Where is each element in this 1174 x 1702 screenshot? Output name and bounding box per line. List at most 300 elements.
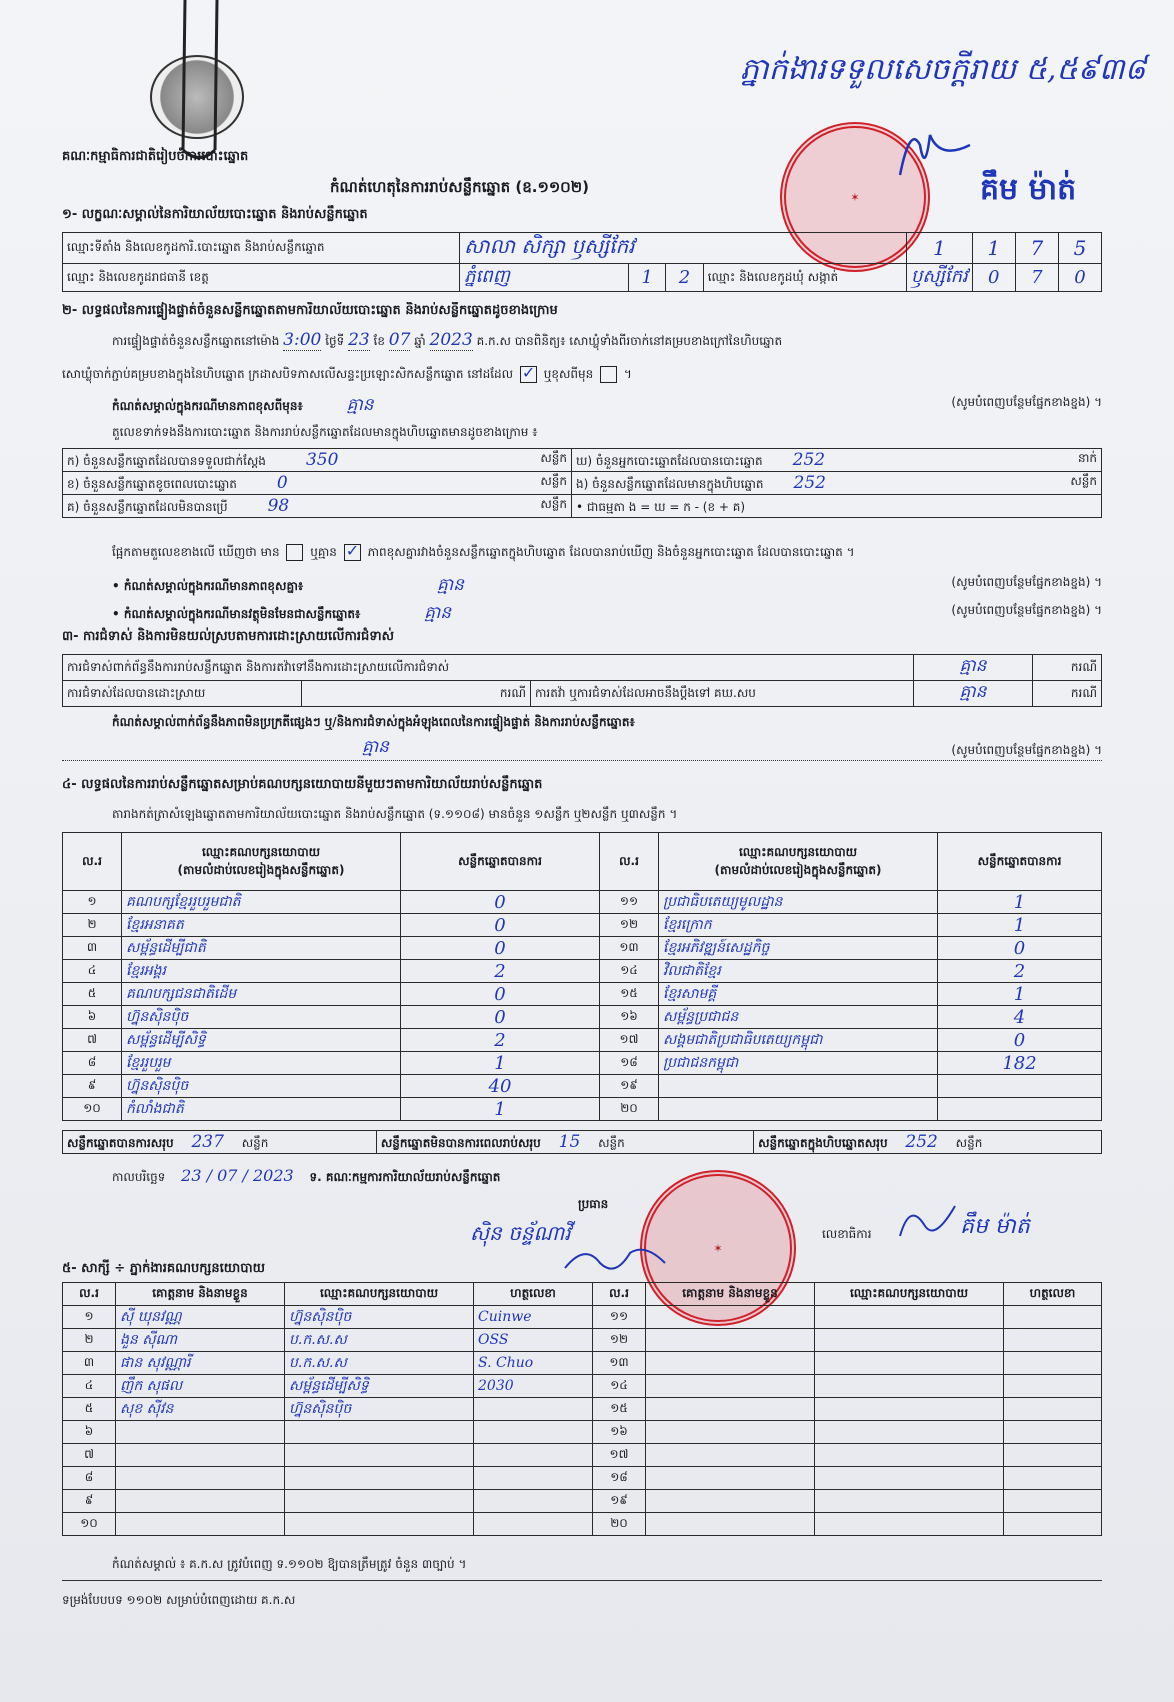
witness-no: ៩: [63, 1490, 116, 1513]
witness-row: [63, 1490, 1102, 1513]
count-left-value: 98: [267, 495, 290, 516]
sum-valid-cell: [63, 1131, 377, 1154]
location-code-1: 1: [906, 233, 972, 264]
result-party-name: ហ្វ៊ុនស៊ិនប៉ិច: [122, 1006, 401, 1029]
count-left-cell: [63, 449, 572, 472]
irregularity-note-value: គ្មាន: [362, 737, 389, 757]
count-right-cell: [572, 449, 1102, 472]
witness-name: [116, 1444, 285, 1467]
section5-title: ៥- សាក្សី ÷ ភ្នាក់ងារគណបក្សនយោបាយ: [62, 1261, 265, 1276]
bullet1-value: គ្មាន: [436, 575, 464, 595]
witness-no-right: ១៥: [593, 1398, 646, 1421]
witness-name: ញឹក សុផល: [116, 1375, 285, 1398]
section4-subtitle: តារាងកត់ត្រាសំឡេងឆ្នោតតាមការិយាល័យបោះឆ្នោត និងរាប់សន្លឹកឆ្នោត (ទ.១១០៨) មានចំនួន ១សន្លឹក ឬ២សន្លឹក ឬ៣សន្លឹក ។: [112, 807, 678, 821]
bullet2-value: គ្មាន: [424, 603, 452, 623]
witness-no: ៧: [63, 1444, 116, 1467]
result-no: ១៩: [600, 1075, 659, 1098]
province-code-2: 2: [666, 264, 703, 292]
results-col-no-right: ល.រ: [600, 833, 659, 891]
commune-value: ឫស្សីកែវ: [906, 264, 972, 292]
result-party-name: សង្គមជាតិប្រជាធិបតេយ្យកម្ពុជា: [659, 1029, 938, 1052]
difference-note-label: កំណត់សម្គាល់ក្នុងករណីមានភាពខុសពីមុន៖: [112, 399, 303, 413]
verify-month-label: ខែ: [373, 334, 385, 348]
count-right-value: 252: [793, 472, 826, 493]
witness-no: ៥: [63, 1398, 116, 1421]
results-summary: [62, 1130, 1102, 1154]
ballot-count-table: [62, 448, 1102, 518]
witness-name-right: [646, 1375, 815, 1398]
appeal-unit: ករណី: [1033, 681, 1102, 707]
witness-no-right: ១៦: [593, 1421, 646, 1444]
commune-code-1: 0: [972, 264, 1015, 292]
section1-title: ១- លក្ខណៈសម្គាល់នៃការិយាល័យបោះឆ្នោត និងរាប់សន្លឹកឆ្នោត: [62, 207, 368, 222]
result-votes: 1: [938, 983, 1102, 1006]
witness-signature: [474, 1398, 593, 1421]
witness-row: [63, 1421, 1102, 1444]
count-right-unit: សន្លឹក: [1070, 473, 1097, 488]
result-votes: 40: [401, 1075, 600, 1098]
appeal-value: គ្មាន: [914, 681, 1033, 707]
count-left-unit: សន្លឹក: [540, 496, 567, 511]
result-votes: 0: [401, 914, 600, 937]
witness-name: [116, 1513, 285, 1536]
secretary-name: គឹម ម៉ាត់: [960, 1214, 1030, 1239]
result-party-name: ខ្មែរសាមគ្គី: [659, 983, 938, 1006]
form-reference: ទម្រង់បែបបទ ១១០២ សម្រាប់បំពេញដោយ គ.ក.ស: [62, 1593, 296, 1607]
result-row: [63, 891, 1102, 914]
result-row: [63, 937, 1102, 960]
formula-intro: តួលេខទាក់ទងនឹងការបោះឆ្នោត និងការរាប់សន្លឹកឆ្នោតដែលមានក្នុងហិបឆ្នោតមានដូចខាងក្រោម ៖: [112, 425, 538, 439]
witness-no-right: ២០: [593, 1513, 646, 1536]
witness-party-right: [815, 1352, 1004, 1375]
result-row: [63, 1075, 1102, 1098]
witness-signature: [474, 1490, 593, 1513]
witness-name: [116, 1490, 285, 1513]
witness-party-right: [815, 1467, 1004, 1490]
result-party-name: [659, 1098, 938, 1121]
sum-invalid-unit: សន្លឹក: [598, 1135, 625, 1150]
result-row: [63, 1006, 1102, 1029]
bullet1-label: • កំណត់សម្គាល់ក្នុងករណីមានភាពខុសគ្នា៖: [112, 579, 304, 593]
witness-name: ងួន ស៊ីណា: [116, 1329, 285, 1352]
witness-party: ហ្វ៊ុនស៊ិនប៉ិច: [285, 1398, 474, 1421]
result-no: ២០: [600, 1098, 659, 1121]
sum-valid-unit: សន្លឹក: [241, 1135, 269, 1150]
witness-party: [285, 1444, 474, 1467]
result-no: ១៨: [600, 1052, 659, 1075]
witness-col-no-right: ល.រ: [593, 1283, 646, 1306]
witness-row: [63, 1329, 1102, 1352]
province-label: ឈ្មោះ និងលេខកូដរាជធានី ខេត្ត: [63, 264, 460, 292]
witness-party: ហ្វ៊ុនស៊ិនប៉ិច: [285, 1306, 474, 1329]
verify-day-label: ថ្ងៃទី: [325, 334, 345, 348]
result-party-name: ប្រជាធិបតេយ្យមូលដ្ឋាន: [659, 891, 938, 914]
objection-value: គ្មាន: [914, 655, 1033, 681]
result-votes: 0: [938, 937, 1102, 960]
witness-signature: 2030: [474, 1375, 593, 1398]
commune-code-3: 0: [1058, 264, 1101, 292]
result-votes: 0: [401, 891, 600, 914]
result-no: ១៧: [600, 1029, 659, 1052]
result-party-name: ខ្មែរក្រោក: [659, 914, 938, 937]
witness-party-right: [815, 1490, 1004, 1513]
witness-no-right: ១៨: [593, 1467, 646, 1490]
witness-signature-right: [1004, 1513, 1102, 1536]
president-name: ស៊ិន ចន្ទ័ណាវី: [470, 1221, 571, 1245]
witness-signature-right: [1004, 1306, 1102, 1329]
commune-label: ឈ្មោះ និងលេខកូដឃុំ សង្កាត់: [703, 264, 906, 292]
witness-col-name-right: គោត្តនាម និងនាមខ្លួន: [646, 1283, 815, 1306]
witness-signature-right: [1004, 1352, 1102, 1375]
count-left-label: ខ) ចំនួនសន្លឹកឆ្នោតខូចពេលបោះឆ្នោត: [67, 476, 237, 491]
top-right-handwritten-note: ភ្នាក់ងារទទួលសេចក្តីរាយ ៥,៥៩៣៨: [740, 52, 1146, 87]
president-label: ប្រធាន: [578, 1197, 609, 1211]
sum-box-unit: សន្លឹក: [955, 1135, 983, 1150]
witness-row: [63, 1513, 1102, 1536]
province-value: ភ្នំពេញ: [460, 264, 629, 292]
result-party-name: សម្ព័ន្ធប្រជាជន: [659, 1006, 938, 1029]
witness-name: [116, 1421, 285, 1444]
result-votes: 4: [938, 1006, 1102, 1029]
witness-signature: [474, 1421, 593, 1444]
results-col-party-left-sub: (តាមលំដាប់លេខរៀងក្នុងសន្លឹកឆ្នោត): [177, 862, 345, 877]
result-votes: 2: [401, 960, 600, 983]
bullet1-line: [112, 574, 1102, 599]
result-no: ១៥: [600, 983, 659, 1006]
witness-party: [285, 1513, 474, 1536]
sum-invalid-cell: [376, 1131, 753, 1154]
count-right-label: • ជាធម្មតា ង = ឃ = ក - (ខ + គ): [576, 499, 746, 514]
results-col-party-right-sub: (តាមលំដាប់លេខរៀងក្នុងសន្លឹកឆ្នោត): [714, 862, 882, 877]
results-col-party-right: [659, 833, 938, 891]
date-label: កាលបរិច្ឆេទ: [112, 1170, 166, 1184]
witness-no: ៣: [63, 1352, 116, 1375]
commune-code-2: 7: [1015, 264, 1058, 292]
count-left-label: គ) ចំនួនសន្លឹកឆ្នោតដែលមិនបានប្រើ: [67, 499, 228, 514]
witness-name: [116, 1467, 285, 1490]
results-col-votes-right: សន្លឹកឆ្នោតបានការ: [938, 833, 1102, 891]
compare-line: [112, 541, 855, 562]
witness-name: ផាន សុវណ្ណារី: [116, 1352, 285, 1375]
results-col-party-left: [122, 833, 401, 891]
section1-table: [62, 232, 1102, 292]
fill-hint-4: (សូមបំពេញបន្ថែមផ្នែកខាងខ្នង) ។: [951, 743, 1102, 757]
result-votes: 1: [938, 914, 1102, 937]
committee-label: គណៈកម្មាធិការជាតិរៀបចំការបោះឆ្នោត: [62, 149, 249, 164]
verify-day-value: 23: [348, 330, 370, 350]
witness-signature-right: [1004, 1444, 1102, 1467]
result-row: [63, 1052, 1102, 1075]
signature-name: គឹម ម៉ាត់: [980, 172, 1077, 207]
witness-name-right: [646, 1329, 815, 1352]
count-right-label: ង) ចំនួនសន្លឹកឆ្នោតដែលមានក្នុងហិបឆ្នោត: [576, 476, 764, 491]
sum-box-label: សន្លឹកឆ្នោតក្នុងហិបឆ្នោតសរុប: [758, 1135, 888, 1150]
result-party-name: ប្រជាជនកម្ពុជា: [659, 1052, 938, 1075]
witness-signature-right: [1004, 1421, 1102, 1444]
witness-col-name-left: គោត្តនាម និងនាមខ្លួន: [116, 1283, 285, 1306]
secretary-signature: [895, 1196, 965, 1246]
witness-party-right: [815, 1513, 1004, 1536]
count-row: [63, 472, 1102, 495]
result-row: [63, 983, 1102, 1006]
result-party-name: ខ្មែររួបរួម: [122, 1052, 401, 1075]
witness-no: ១០: [63, 1513, 116, 1536]
location-code-3: 7: [1015, 233, 1058, 264]
result-party-name: ខ្មែរអនាគត: [122, 914, 401, 937]
paper-clip-icon: [165, 0, 235, 165]
sum-invalid-label: សន្លឹកឆ្នោតមិនបានការពេលរាប់សរុប: [380, 1135, 541, 1150]
verification-line-1: [112, 330, 782, 351]
result-row: [63, 1098, 1102, 1121]
sum-valid-label: សន្លឹកឆ្នោតបានការសរុប: [67, 1135, 174, 1150]
location-code-2: 1: [972, 233, 1015, 264]
chief-signature-mark: [890, 115, 980, 195]
result-no: ៥: [63, 983, 122, 1006]
section3-title: ៣- ការជំទាស់ និងការមិនយល់ស្របតាមការដោះស្រាយលើការជំទាស់: [62, 629, 394, 644]
count-right-cell: [572, 495, 1102, 518]
unchanged-checkbox[interactable]: ✓: [521, 363, 536, 382]
changed-checkbox[interactable]: [600, 366, 617, 383]
fill-hint-3: (សូមបំពេញបន្ថែមផ្នែកខាងខ្នង) ។: [951, 603, 1102, 617]
count-right-unit: នាក់: [1077, 450, 1097, 465]
witness-party-right: [815, 1444, 1004, 1467]
witness-name-right: [646, 1352, 815, 1375]
count-left-cell: [63, 495, 572, 518]
result-no: ១២: [600, 914, 659, 937]
result-votes: 2: [938, 960, 1102, 983]
result-no: ៩: [63, 1075, 122, 1098]
result-votes: 0: [401, 983, 600, 1006]
count-row: [63, 495, 1102, 518]
changed-label: ឬខុសពីមុន: [543, 367, 594, 381]
compare-text: ផ្អែកតាមតួលេខខាងលើ ឃើញថា មាន: [112, 545, 280, 559]
count-left-value: 350: [305, 449, 339, 470]
witness-name-right: [646, 1490, 815, 1513]
witness-table: [62, 1282, 1102, 1536]
irregularity-note-line: [62, 737, 1102, 761]
witness-no-right: ១៩: [593, 1490, 646, 1513]
result-votes: 1: [401, 1098, 600, 1121]
committee-signature-label: ទ. គណៈកម្មការការិយាល័យរាប់សន្លឹកឆ្នោត: [309, 1170, 501, 1184]
results-col-party-left-title: ឈ្មោះគណបក្សនយោបាយ: [201, 844, 321, 859]
sum-box-cell: [754, 1131, 1102, 1154]
count-right-label: ឃ) ចំនួនអ្នកបោះឆ្នោតដែលបានបោះឆ្នោត: [576, 453, 763, 468]
president-signature: [560, 1238, 670, 1278]
form-title: កំណត់ហេតុនៃការរាប់សន្លឹកឆ្នោត (ឧ.១១០២): [330, 178, 590, 196]
witness-no: ៦: [63, 1421, 116, 1444]
result-votes: 1: [401, 1052, 600, 1075]
witness-col-no-left: ល.រ: [63, 1283, 116, 1306]
witness-party: [285, 1421, 474, 1444]
result-party-name: [659, 1075, 938, 1098]
section2-title: ២- លទ្ធផលនៃការផ្ទៀងផ្ទាត់ចំនួនសន្លឹកឆ្នោតតាមការិយាល័យបោះឆ្នោត និងរាប់សន្លឹកឆ្នោតដូចខាងក្រោម: [62, 303, 558, 318]
witness-party-right: [815, 1398, 1004, 1421]
result-votes: 182: [938, 1052, 1102, 1075]
secretary-label: លេខាធិការ: [822, 1227, 872, 1241]
objection-table: [62, 654, 1102, 707]
no-difference-checkbox[interactable]: ✓: [345, 541, 360, 560]
result-votes: [938, 1098, 1102, 1121]
witness-signature: OSS: [474, 1329, 593, 1352]
fill-hint-2: (សូមបំពេញបន្ថែមផ្នែកខាងខ្នង) ។: [951, 575, 1102, 589]
fill-hint-1: (សូមបំពេញបន្ថែមផ្នែកខាងខ្នង) ។: [951, 395, 1102, 409]
results-col-no-left: ល.រ: [63, 833, 122, 891]
witness-signature: [474, 1467, 593, 1490]
verify-month-value: 07: [388, 330, 411, 350]
witness-party: [285, 1467, 474, 1490]
result-party-name: គណបក្សខ្មែររួបរួមជាតិ: [122, 891, 401, 914]
official-stamp-top: ✶: [780, 122, 930, 272]
resolved-label: ការជំទាស់ដែលបានដោះស្រាយ: [63, 681, 302, 707]
verify-text: គ.ក.ស បានពិនិត្យ៖ សោឃ្លុំទាំងពីរចាក់នៅគម្របខាងក្រៅនៃហិបឆ្នោត: [476, 334, 783, 348]
witness-row: [63, 1444, 1102, 1467]
witness-row: [63, 1467, 1102, 1490]
seal-status-text: សោឃ្លុំចាក់ភ្ជាប់គម្របខាងក្នុងនៃហិបឆ្នោត ក្រដាសបិទភាសលើសន្ទះប្រឡោះសិកសន្លឹកឆ្នោត នៅដដែល: [62, 367, 514, 381]
result-votes: 1: [938, 891, 1102, 914]
witness-party-right: [815, 1329, 1004, 1352]
count-left-value: 0: [276, 472, 288, 493]
sum-valid-value: 237: [191, 1131, 224, 1152]
witness-signature: [474, 1444, 593, 1467]
witness-party: [285, 1490, 474, 1513]
difference-note-value: គ្មាន: [346, 395, 374, 415]
result-votes: 2: [401, 1029, 600, 1052]
witness-name: ស៊ី ឃុនវណ្ណ: [116, 1306, 285, 1329]
objection-unit: ករណី: [1033, 655, 1102, 681]
footer-note: កំណត់សម្គាល់ ៖ គ.ក.ស ត្រូវបំពេញ ទ.១១០២ ឱ្យបានត្រឹមត្រូវ ចំនួន ៣ច្បាប់ ។: [112, 1557, 467, 1571]
result-party-name: ខ្មែរអង្គរ: [122, 960, 401, 983]
count-left-label: ក) ចំនួនសន្លឹកឆ្នោតដែលបានទទួលជាក់ស្តែង: [67, 453, 266, 468]
verification-line-2: សោឃ្លុំចាក់ភ្ជាប់គម្របខាងក្នុងនៃហិបឆ្នោត ក្រដាសបិទភាសលើសន្ទះប្រឡោះសិកសន្លឹកឆ្នោត នៅដដែល ✓ ឬខុសពីមុន ។: [62, 363, 632, 382]
resolved-unit: ករណី: [302, 681, 531, 707]
witness-no-right: ១៧: [593, 1444, 646, 1467]
difference-note-line: [112, 394, 1102, 419]
polling-location-label: ឈ្មោះទីតាំង និងលេខកូដការិ.បោះឆ្នោត និងរាប់សន្លឹកឆ្នោត: [63, 233, 460, 264]
result-party-name: សម្ព័ន្ធដើម្បីសិទ្ធិ: [122, 1029, 401, 1052]
has-difference-checkbox[interactable]: [286, 544, 303, 561]
result-no: ២: [63, 914, 122, 937]
result-no: ៧: [63, 1029, 122, 1052]
result-no: ១១: [600, 891, 659, 914]
count-right-value: 252: [792, 449, 826, 470]
witness-row: [63, 1375, 1102, 1398]
bullet2-label: • កំណត់សម្គាល់ក្នុងករណីមានវត្ថុមិនមែនជាសន្លឹកឆ្នោត៖: [112, 607, 361, 621]
witness-col-party-left: ឈ្មោះគណបក្សនយោបាយ: [285, 1283, 474, 1306]
witness-party-right: [815, 1375, 1004, 1398]
result-no: ៣: [63, 937, 122, 960]
witness-row: [63, 1352, 1102, 1375]
verify-year-value: 2023: [429, 330, 473, 350]
results-col-party-right-title: ឈ្មោះគណបក្សនយោបាយ: [738, 844, 858, 859]
bullet2-line: [112, 602, 1102, 627]
results-table: [62, 832, 1102, 1121]
witness-no: ១: [63, 1306, 116, 1329]
result-row: [63, 914, 1102, 937]
result-votes: 0: [401, 1006, 600, 1029]
section4-title: ៤- លទ្ធផលនៃការរាប់សន្លឹកឆ្នោតសម្រាប់គណបក្សនយោបាយនីមួយៗតាមការិយាល័យរាប់សន្លឹកឆ្នោត: [62, 777, 543, 792]
verify-time-label: ការផ្ទៀងផ្ទាត់ចំនួនសន្លឹកឆ្នោតនៅម៉ោង: [112, 334, 280, 348]
province-code-1: 1: [628, 264, 665, 292]
results-col-votes-left: សន្លឹកឆ្នោតបានការ: [401, 833, 600, 891]
result-row: [63, 960, 1102, 983]
compare-tail: ភាពខុសគ្នារវាងចំនួនសន្លឹកឆ្នោតក្នុងហិបឆ្នោត ដែលបានរាប់ឃើញ និងចំនួនអ្នកបោះឆ្នោត ដែលបានបោះឆ្នោត ។: [367, 545, 855, 559]
witness-no-right: ១៣: [593, 1352, 646, 1375]
witness-name-right: [646, 1421, 815, 1444]
witness-no-right: ១២: [593, 1329, 646, 1352]
result-no: ៦: [63, 1006, 122, 1029]
result-party-name: គណបក្សជនជាតិដើម: [122, 983, 401, 1006]
witness-signature-right: [1004, 1375, 1102, 1398]
witness-party: ប.ក.ស.ស: [285, 1329, 474, 1352]
result-party-name: ហ្វ៊ុនស៊ិនប៉ិច: [122, 1075, 401, 1098]
appeal-label: ការតវ៉ា ឬការជំទាស់ដែលអាចនឹងប្តឹងទៅ គឃ.សប: [531, 681, 914, 707]
result-votes: [938, 1075, 1102, 1098]
witness-signature-right: [1004, 1467, 1102, 1490]
result-votes: 0: [938, 1029, 1102, 1052]
sum-invalid-value: 15: [558, 1131, 581, 1152]
witness-signature-right: [1004, 1329, 1102, 1352]
result-no: ១: [63, 891, 122, 914]
result-party-name: កំលាំងជាតិ: [122, 1098, 401, 1121]
result-no: ១៦: [600, 1006, 659, 1029]
witness-party-right: [815, 1306, 1004, 1329]
date-value: 23 / 07 / 2023: [181, 1166, 294, 1185]
witness-col-sign-right: ហត្ថលេខា: [1004, 1283, 1102, 1306]
witness-party: ប.ក.ស.ស: [285, 1352, 474, 1375]
witness-signature-right: [1004, 1398, 1102, 1421]
witness-party-right: [815, 1421, 1004, 1444]
result-no: ១០: [63, 1098, 122, 1121]
witness-signature: Cuinwe: [474, 1306, 593, 1329]
witness-signature: S. Chuo: [474, 1352, 593, 1375]
objection-label: ការជំទាស់ពាក់ព័ន្ធនឹងការរាប់សន្លឹកឆ្នោត និងការតវ៉ាទៅនឹងការដោះស្រាយលើការជំទាស់: [63, 655, 914, 681]
witness-no: ៤: [63, 1375, 116, 1398]
verify-year-label: ឆ្នាំ: [414, 334, 426, 348]
count-left-cell: [63, 472, 572, 495]
witness-no-right: ១១: [593, 1306, 646, 1329]
witness-name-right: [646, 1467, 815, 1490]
count-right-cell: [572, 472, 1102, 495]
result-row: [63, 1029, 1102, 1052]
witness-name-right: [646, 1444, 815, 1467]
witness-col-sign-left: ហត្ថលេខា: [474, 1283, 593, 1306]
location-code-4: 5: [1058, 233, 1101, 264]
count-left-unit: សន្លឹក: [540, 473, 567, 488]
date-line: [112, 1166, 500, 1187]
result-no: ៤: [63, 960, 122, 983]
witness-signature: [474, 1513, 593, 1536]
witness-no-right: ១៤: [593, 1375, 646, 1398]
result-votes: 0: [401, 937, 600, 960]
official-stamp-bottom: ✶: [640, 1170, 796, 1326]
witness-no: ២: [63, 1329, 116, 1352]
result-party-name: សម្ព័ន្ធដើម្បីជាតិ: [122, 937, 401, 960]
witness-row: [63, 1306, 1102, 1329]
irregularity-note-label: កំណត់សម្គាល់ពាក់ព័ន្ធនឹងភាពមិនប្រក្រតីផ្សេងៗ ឬ/និងការជំទាស់ក្នុងអំឡុងពេលនៃការផ្ទៀងផ្ទាត់ និងការរាប់សន្លឹកឆ្នោត៖: [112, 715, 635, 729]
polling-location-value: សាលា សិក្សា ឫស្សីកែវ: [460, 233, 907, 264]
witness-party: សម្ព័ន្ធដើម្បីសិទ្ធិ: [285, 1375, 474, 1398]
footer-divider: [62, 1580, 1102, 1581]
witness-name-right: [646, 1398, 815, 1421]
witness-name: សុខ ស៊ីវន: [116, 1398, 285, 1421]
sum-box-value: 252: [905, 1131, 938, 1152]
witness-name-right: [646, 1513, 815, 1536]
result-no: ១៤: [600, 960, 659, 983]
result-no: ៨: [63, 1052, 122, 1075]
count-row: [63, 449, 1102, 472]
witness-col-party-right: ឈ្មោះគណបក្សនយោបាយ: [815, 1283, 1004, 1306]
witness-name-right: [646, 1306, 815, 1329]
